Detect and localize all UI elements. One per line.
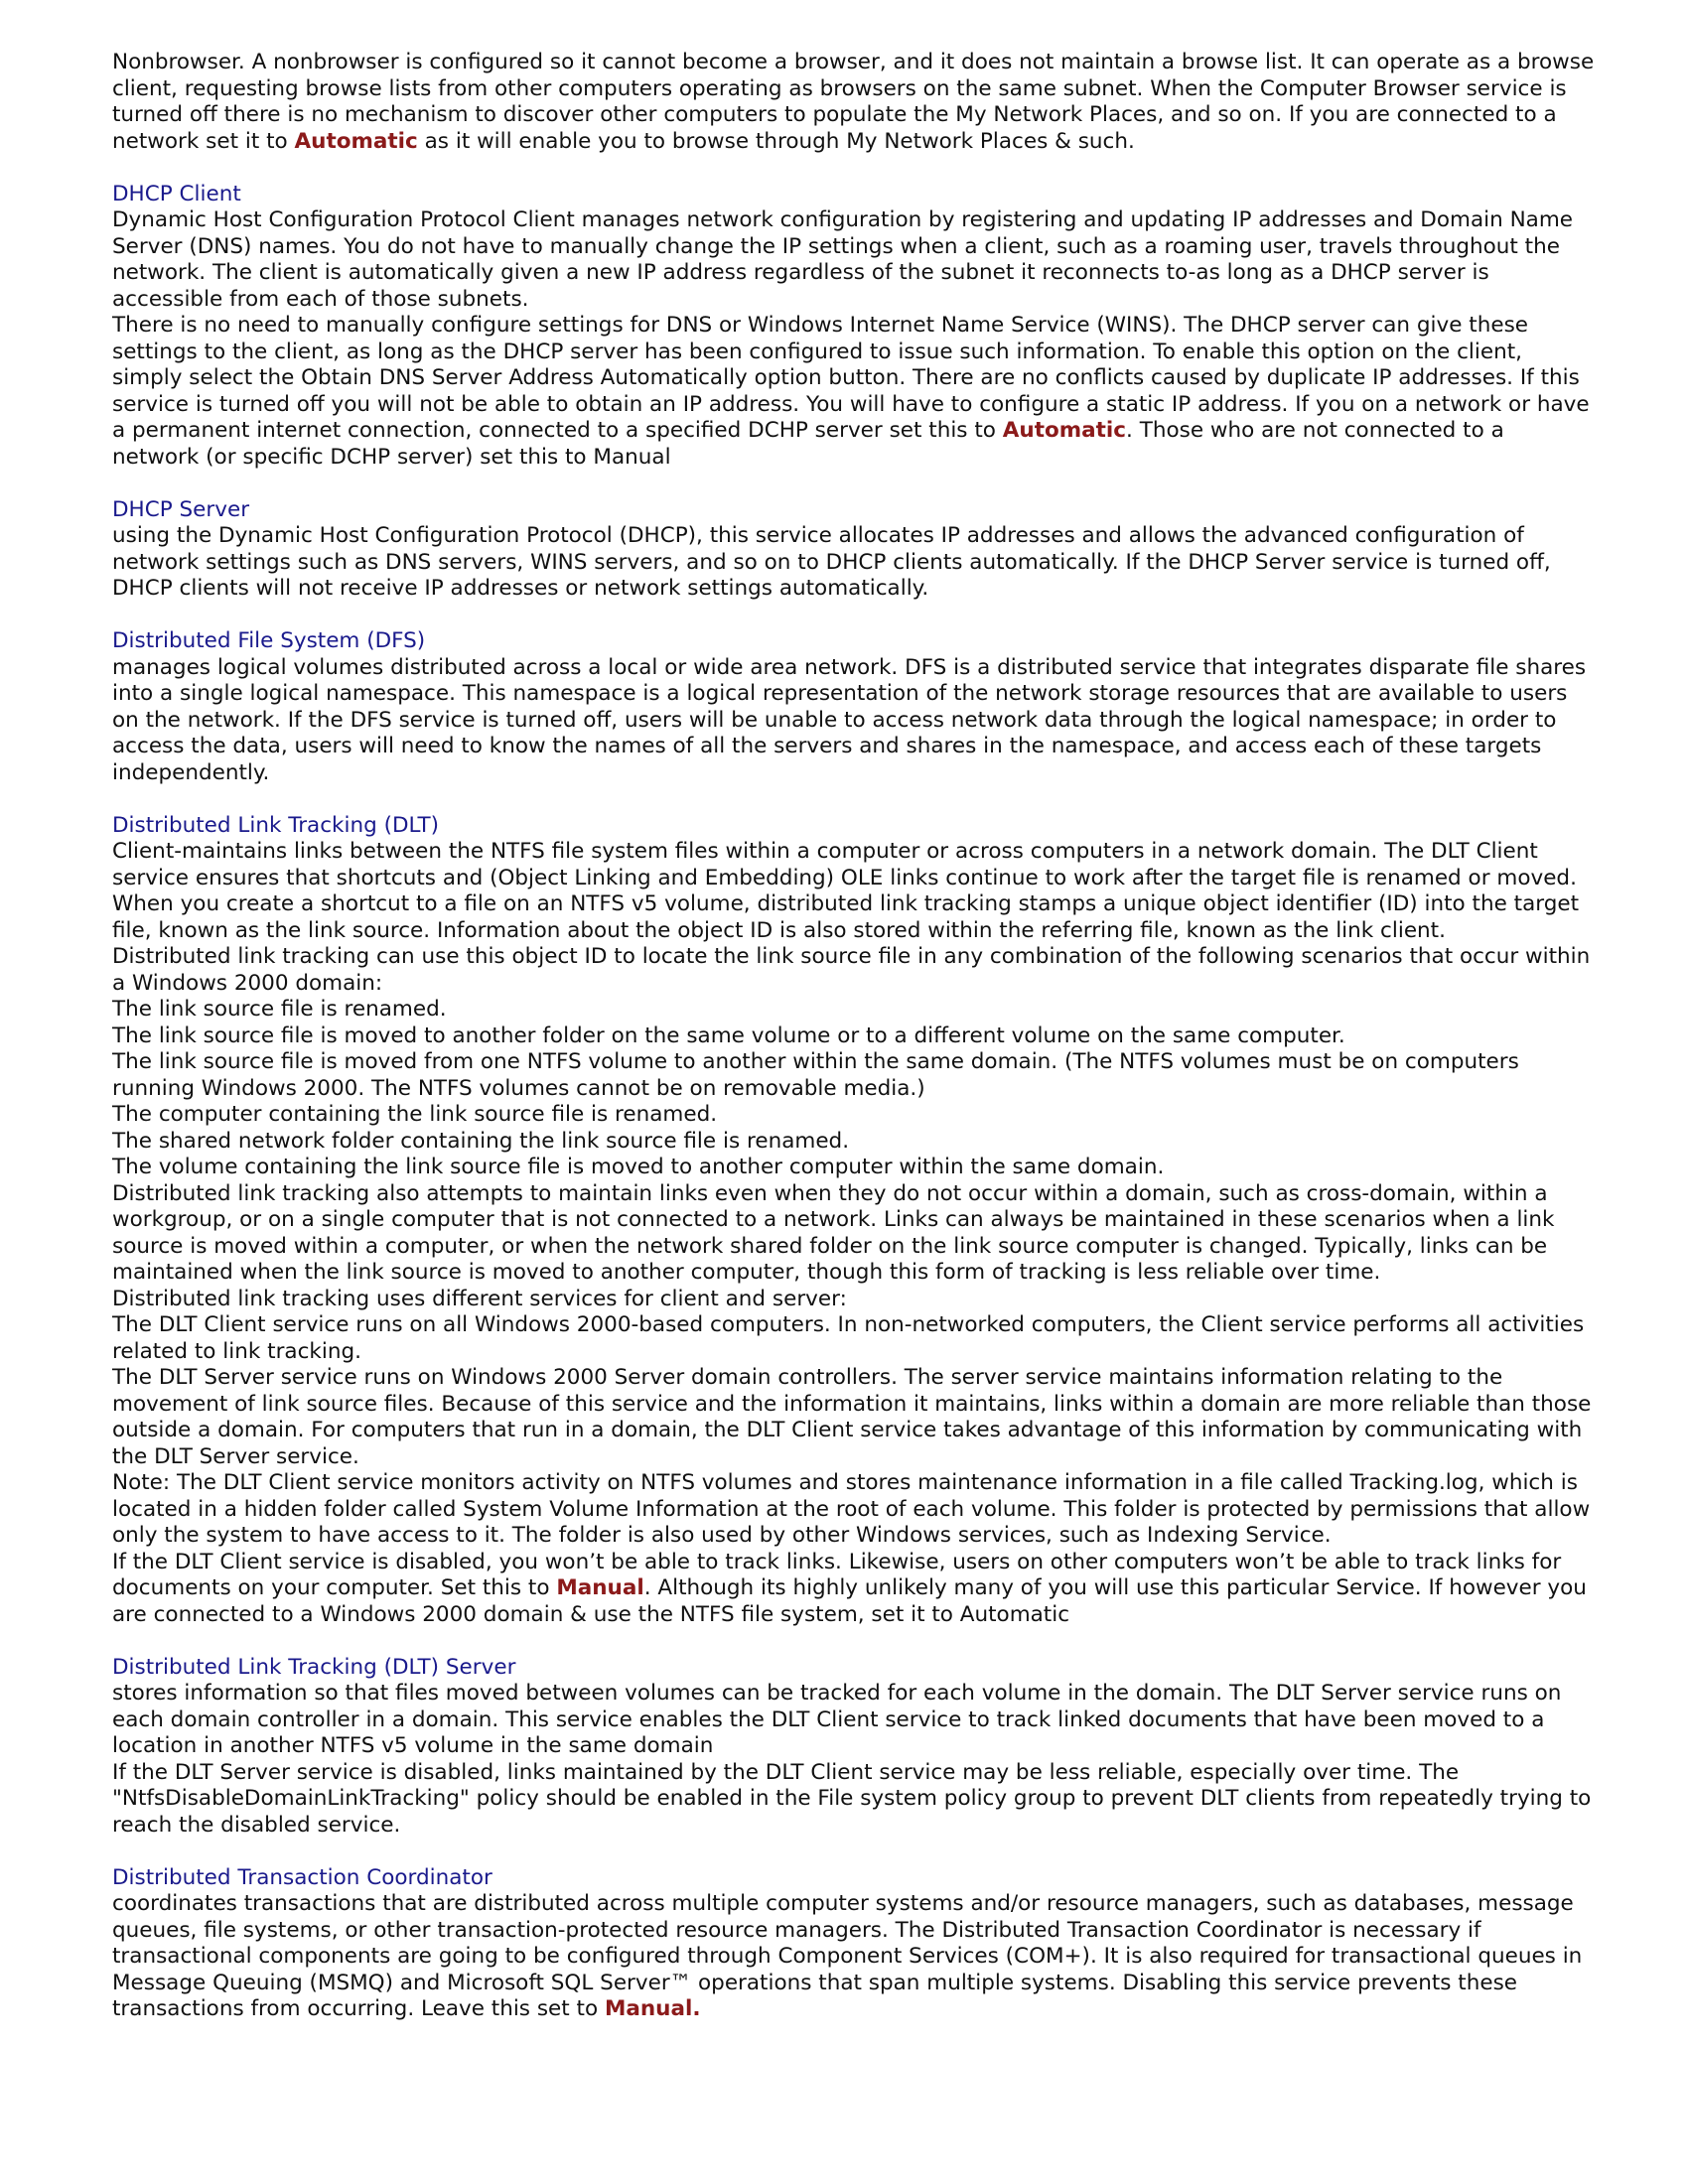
paragraph-text-end: . Those who are not connected to a network (or specific DCHP server) set this to Manual	[112, 418, 1504, 470]
scenario-line: The shared network folder containing the link source file is renamed.	[112, 1128, 850, 1154]
section-dhcp-server	[112, 497, 1597, 603]
section-paragraph	[112, 313, 1597, 471]
recommended-setting: Automatic	[1002, 418, 1127, 443]
section-dlt	[112, 813, 1597, 1629]
scenario-line: The volume containing the link source file is moved to another computer within the same domain.	[112, 1155, 1165, 1179]
paragraph-text-end: . Although its highly unlikely many of you will use this particular Service. If however you are connected to a Windows 2000 domain & use the NTFS file system, set it to Automatic	[112, 1575, 1587, 1627]
section-paragraph	[112, 1891, 1597, 2023]
section-paragraph	[112, 1550, 1597, 1629]
paragraph-text: coordinates transactions that are distributed across multiple computer systems and/or resource managers, such as databases, message queues, file systems, or other transaction-protected resource managers. The Distributed Transaction Coordinator is necessary if transactional components are going to be configured through Component Services (COM+). It is also required for transactional queues in Message Queuing (MSMQ) and Microsoft SQL Server™ operations that span multiple systems. Disabling this service prevents these transactions from occurring. Leave this set to	[112, 1891, 1583, 2021]
section-paragraph: If the DLT Server service is disabled, links maintained by the DLT Client service may be less reliable, especially over time. The "NtfsDisableDomainLinkTracking" policy should be enabled in the File system policy group to prevent DLT clients from repeatedly trying to reach the disabled service.	[112, 1759, 1592, 1838]
section-paragraph: The DLT Client service runs on all Windows 2000-based computers. In non-networked computers, the Client service performs all activities related to link tracking.	[112, 1312, 1585, 1364]
section-dhcp-client	[112, 182, 1597, 472]
section-paragraph: Dynamic Host Configuration Protocol Client manages network configuration by registering and updating IP addresses and Domain Name Server (DNS) names. You do not have to manually change the IP settings when a client, such as a roaming user, travels throughout the network. The client is automatically given a new IP address regardless of the subnet it reconnects to-as long as a DHCP server is accessible from each of those subnets.	[112, 207, 1573, 312]
section-title: DHCP Client	[112, 181, 241, 206]
recommended-setting: Automatic	[294, 128, 418, 154]
note-paragraph: Note: The DLT Client service monitors activity on NTFS volumes and stores maintenance information in a file called Tracking.log, which is located in a hidden folder called System Volume Information at the root of each volume. This folder is protected by permissions that allow only the system to have access to it. The folder is also used by other Windows services, such as Indexing Service.	[112, 1470, 1591, 1548]
section-title: Distributed File System (DFS)	[112, 628, 426, 653]
section-dtc	[112, 1865, 1597, 2023]
section-paragraph: Distributed link tracking uses different services for client and server:	[112, 1286, 847, 1311]
section-title: Distributed Link Tracking (DLT) Server	[112, 1654, 516, 1680]
section-title: Distributed Link Tracking (DLT)	[112, 812, 440, 838]
recommended-setting: Manual.	[604, 1996, 701, 2021]
section-paragraph: manages logical volumes distributed across a local or wide area network. DFS is a distributed service that integrates disparate file shares into a single logical namespace. This namespace is a logical representation of the network storage resources that are available to users on the network. If the DFS service is turned off, users will be unable to access network data through the logical namespace; in order to access the data, users will need to know the names of all the servers and shares in the namespace, and access each of these targets independently.	[112, 654, 1587, 785]
section-title: Distributed Transaction Coordinator	[112, 1864, 492, 1890]
section-dfs	[112, 628, 1597, 786]
scenario-line: The link source file is renamed.	[112, 997, 447, 1022]
scenario-line: The link source file is moved from one NTFS volume to another within the same domain. (The NTFS volumes must be on computers running Windows 2000. The NTFS volumes cannot be on removable media.)	[112, 1049, 1519, 1101]
document-page	[112, 50, 1597, 2023]
section-paragraph: using the Dynamic Host Configuration Protocol (DHCP), this service allocates IP addresses and allows the advanced configuration of network settings such as DNS servers, WINS servers, and so on to DHCP clients automatically. If the DHCP Server service is turned off, DHCP clients will not receive IP addresses or network settings automatically.	[112, 523, 1551, 601]
section-title: DHCP Server	[112, 496, 250, 522]
scenario-line: The computer containing the link source file is renamed.	[112, 1102, 718, 1127]
section-dlt-server	[112, 1655, 1597, 1840]
intro-text-end: as it will enable you to browse through My Network Places & such.	[417, 128, 1135, 154]
scenario-line: The link source file is moved to another folder on the same volume or to a different volume on the same computer.	[112, 1023, 1345, 1048]
paragraph-text: If the DLT Client service is disabled, you won’t be able to track links. Likewise, users on other computers won’t be able to track links for documents on your computer. Set this to	[112, 1549, 1562, 1600]
recommended-setting: Manual	[556, 1575, 644, 1600]
paragraph-text: There is no need to manually configure settings for DNS or Windows Internet Name Service (WINS). The DHCP server can give these settings to the client, as long as the DHCP server has been configured to issue such information. To enable this option on the client, simply select the Obtain DNS Server Address Automatically option button. There are no conflicts caused by duplicate IP addresses. If this service is turned off you will not be able to obtain an IP address. You will have to configure a static IP address. If you on a network or have a permanent internet connection, connected to a specified DCHP server set this to	[112, 313, 1590, 443]
section-paragraph: Distributed link tracking can use this object ID to locate the link source file in any combination of the following scenarios that occur within a Windows 2000 domain:	[112, 944, 1591, 996]
section-paragraph: Distributed link tracking also attempts to maintain links even when they do not occur within a domain, such as cross-domain, within a workgroup, or on a single computer that is not connected to a network. Links can always be maintained in these scenarios when a link source is moved within a computer, or when the network shared folder on the link source computer is changed. Typically, links can be maintained when the link source is moved to another computer, though this form of tracking is less reliable over time.	[112, 1180, 1555, 1285]
intro-text: Nonbrowser. A nonbrowser is configured so it cannot become a browser, and it does not maintain a browse list. It can operate as a browse client, requesting browse lists from other computers operating as browsers on the same subnet. When the Computer Browser service is turned off there is no mechanism to discover other computers to populate the My Network Places, and so on. If you are connected to a network set it to	[112, 50, 1595, 154]
section-paragraph: Client-maintains links between the NTFS file system files within a computer or across computers in a network domain. The DLT Client service ensures that shortcuts and (Object Linking and Embedding) OLE links continue to work after the target file is renamed or moved. When you create a shortcut to a file on an NTFS v5 volume, distributed link tracking stamps a unique object identifier (ID) into the target file, known as the link source. Information about the object ID is also stored within the referring file, known as the link client.	[112, 839, 1580, 943]
section-paragraph: The DLT Server service runs on Windows 2000 Server domain controllers. The server service maintains information relating to the movement of link source files. Because of this service and the information it maintains, links within a domain are more reliable than those outside a domain. For computers that run in a domain, the DLT Client service takes advantage of this information by communicating with the DLT Server service.	[112, 1365, 1592, 1469]
intro-paragraph	[112, 50, 1597, 155]
section-paragraph: stores information so that files moved between volumes can be tracked for each volume in the domain. The DLT Server service runs on each domain controller in a domain. This service enables the DLT Client service to track linked documents that have been moved to a location in another NTFS v5 volume in the same domain	[112, 1681, 1562, 1758]
